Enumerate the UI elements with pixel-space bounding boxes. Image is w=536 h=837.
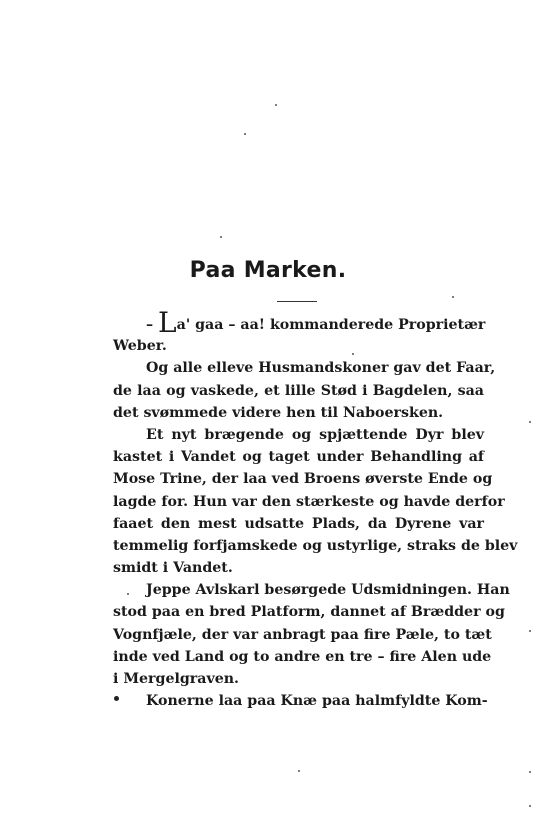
chapter-title: Paa Marken. — [189, 258, 347, 283]
text-line: Konerne laa paa Knæ paa halmfyldte Kom- — [146, 693, 488, 710]
text-line: Jeppe Avlskarl besørgede Udsmidningen. Han — [146, 582, 510, 599]
text-line: i Mergelgraven. — [113, 671, 239, 687]
text-line: smidt i Vandet. — [113, 560, 233, 577]
text-line: Vognfjæle, der var anbragt paa fire Pæle, to tæt — [113, 626, 492, 643]
drop-cap: L — [158, 306, 177, 339]
text-line: Et nyt brægende og spjættende Dyr blev — [146, 426, 484, 443]
text-line: Mose Trine, der laa ved Broens øverste Ende og — [113, 471, 493, 488]
print-speck — [529, 805, 531, 807]
print-speck — [275, 104, 277, 106]
print-speck — [529, 630, 531, 632]
body-text — [113, 306, 518, 712]
text-line: temmelig forfjamskede og ustyrlige, straks de blev — [113, 537, 518, 554]
dash-prefix: – — [146, 317, 159, 333]
text-line: stod paa en bred Platform, dannet af Brædder og — [113, 604, 505, 621]
text-line: faaet den mest udsatte Plads, da Dyrene var — [113, 515, 484, 532]
text-line: inde ved Land og to andre en tre – fire Alen ude — [113, 648, 492, 665]
print-speck — [529, 421, 531, 423]
text-line: de laa og vaskede, et lille Stød i Bagdelen, saa — [113, 382, 484, 399]
print-speck — [220, 236, 222, 238]
print-speck — [298, 770, 300, 772]
text-line: lagde for. Hun var den stærkeste og havde derfor — [113, 493, 505, 510]
title-rule — [277, 301, 317, 302]
text-line: det svømmede videre hen til Naboersken. — [113, 404, 444, 421]
text-line — [113, 306, 486, 339]
text-line: Weber. — [113, 338, 167, 355]
print-speck — [529, 771, 531, 773]
print-speck — [244, 133, 246, 135]
line-text: a' gaa – aa! kommanderede Proprietær — [176, 317, 486, 333]
text-line: kastet i Vandet og taget under Behandling af — [113, 449, 484, 466]
text-line: Og alle elleve Husmandskoner gav det Faar, — [146, 360, 496, 377]
print-speck — [452, 296, 454, 298]
